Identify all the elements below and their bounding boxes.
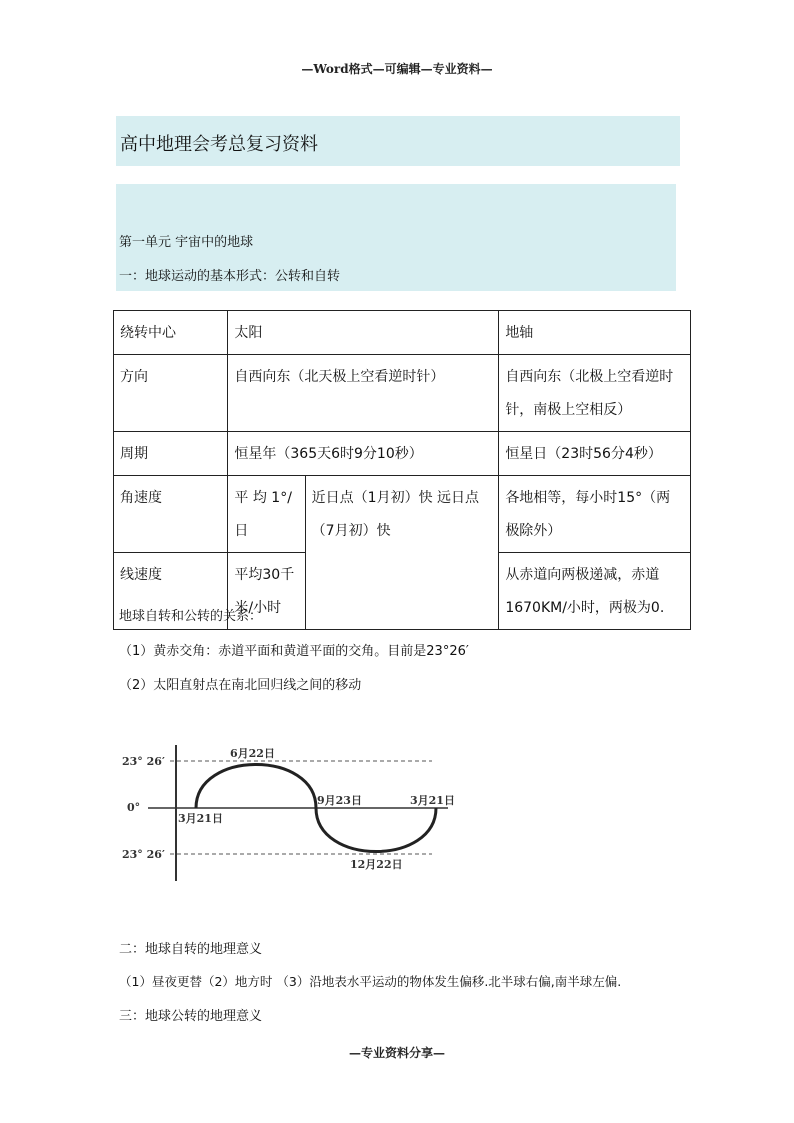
table-cell: 自西向东（北极上空看逆时针，南极上空相反） xyxy=(499,355,691,432)
section-2-heading: 二：地球自转的地理意义 xyxy=(119,942,263,957)
date-jun-label: 6月22日 xyxy=(230,747,275,760)
page-footer: —专业资料分享— xyxy=(348,1046,445,1060)
unit-subtitle: 一：地球运动的基本形式：公转和自转 xyxy=(119,269,341,284)
lat-equator-label: 0° xyxy=(127,801,141,814)
unit-title: 第一单元 宇宙中的地球 xyxy=(119,235,254,250)
table-cell: 角速度 xyxy=(114,476,228,553)
table-cell: 恒星日（23时56分4秒） xyxy=(499,432,691,476)
subsolar-point-diagram xyxy=(110,735,480,885)
earth-motion-table xyxy=(113,310,691,630)
table-cell: 恒星年（365天6时9分10秒） xyxy=(228,432,499,476)
date-mar-end-label: 3月21日 xyxy=(410,794,455,807)
table-cell: 自西向东（北天极上空看逆时针） xyxy=(228,355,499,432)
table-cell: 平均30千米/小时 xyxy=(228,553,305,630)
table-row xyxy=(114,355,691,432)
relation-heading: 地球自转和公转的关系： xyxy=(119,609,263,624)
table-row xyxy=(114,432,691,476)
table-cell: 绕转中心 xyxy=(114,311,228,355)
date-sep-label: 9月23日 xyxy=(317,794,362,807)
unit-banner xyxy=(116,184,676,291)
table-cell: 地轴 xyxy=(499,311,691,355)
page-header: —Word格式—可编辑—专业资料— xyxy=(301,62,493,76)
table-cell: 方向 xyxy=(114,355,228,432)
table-cell: 平 均 1°/日 xyxy=(228,476,305,553)
date-dec-label: 12月22日 xyxy=(350,858,403,871)
section-2-body: （1）昼夜更替（2）地方时 （3）沿地表水平运动的物体发生偏移.北半球右偏,南半球左偏. xyxy=(119,974,622,989)
lat-south-label: 23° 26′ xyxy=(122,848,165,861)
document-title: 高中地理会考总复习资料 xyxy=(120,134,318,155)
table-cell: 太阳 xyxy=(228,311,499,355)
date-mar-start-label: 3月21日 xyxy=(178,812,223,825)
lat-north-label: 23° 26′ xyxy=(122,755,165,768)
table-row xyxy=(114,311,691,355)
title-banner xyxy=(116,116,680,166)
table-row xyxy=(114,476,691,553)
relation-item-1: （1）黄赤交角：赤道平面和黄道平面的交角。目前是23°26′ xyxy=(119,644,469,659)
table-cell: 各地相等，每小时15°（两极除外） xyxy=(499,476,691,553)
table-cell: 从赤道向两极递减，赤道1670KM/小时，两极为0. xyxy=(499,553,691,630)
table-cell: 近日点（1月初）快 远日点（7月初）快 xyxy=(305,476,499,630)
table-cell: 线速度 xyxy=(114,553,228,630)
section-3-heading: 三：地球公转的地理意义 xyxy=(119,1009,263,1024)
relation-item-2: （2）太阳直射点在南北回归线之间的移动 xyxy=(119,678,362,693)
table-cell: 周期 xyxy=(114,432,228,476)
